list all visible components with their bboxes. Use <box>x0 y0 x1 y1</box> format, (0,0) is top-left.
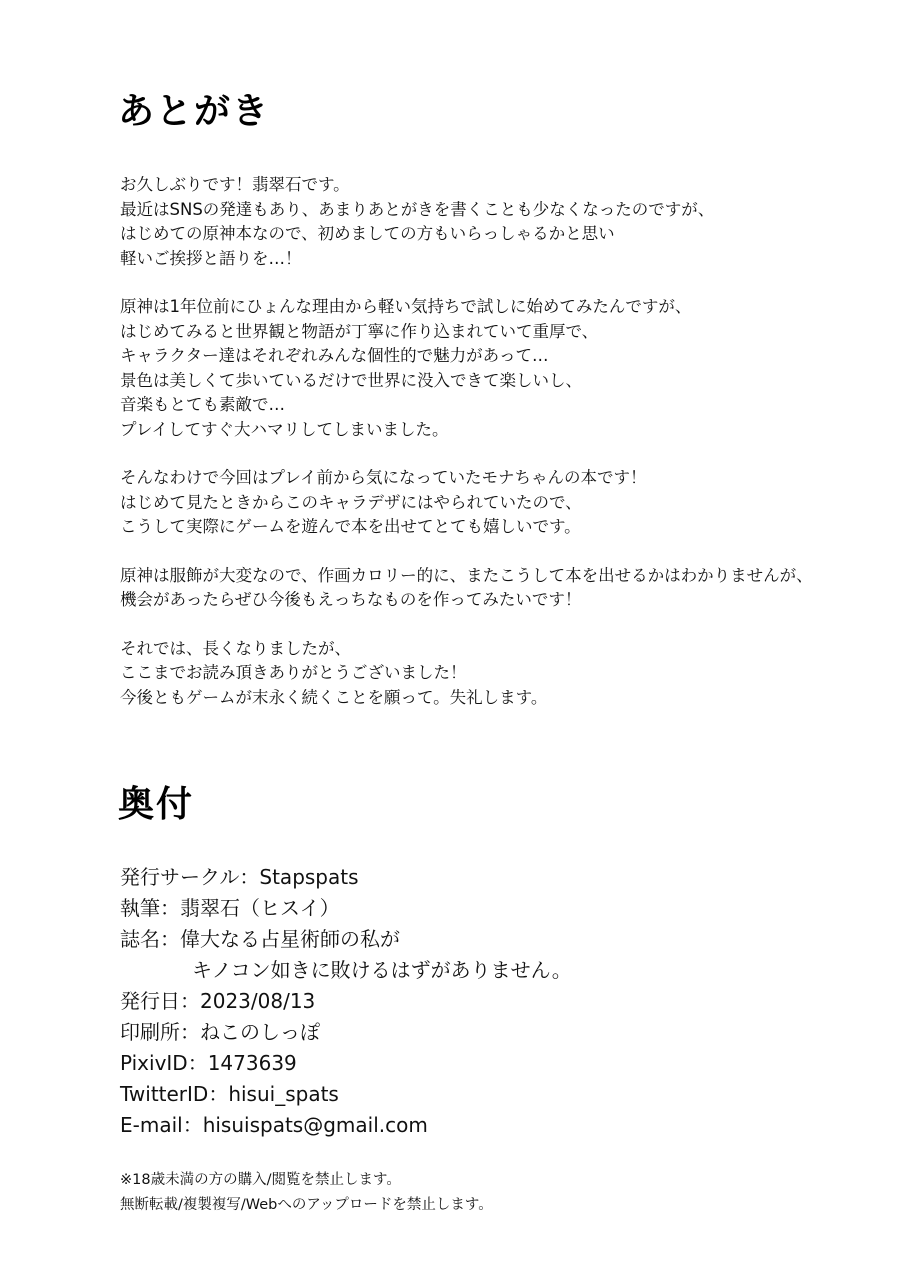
afterword-line: 機会があったらぜひ今後もえっちなものを作ってみたいです！ <box>120 590 582 609</box>
afterword-title: あとがき <box>118 91 271 132</box>
afterword-line: ここまでお読み頂きありがとうございました！ <box>120 663 467 682</box>
colophon-date: 発行日：2023/08/13 <box>120 989 316 1013</box>
colophon-list <box>120 862 880 1141</box>
colophon-book-title: 誌名：偉大なる占星術師の私が <box>120 927 400 951</box>
afterword-paragraph <box>120 173 890 271</box>
afterword-line: 原神は1年位前にひょんな理由から軽い気持ちで試しに始めてみたんですが、 <box>120 297 692 316</box>
afterword-line: 今後ともゲームが末永く続くことを願って。失礼します。 <box>120 687 548 707</box>
afterword-line: はじめて見たときからこのキャラデザにはやられていたので、 <box>120 492 582 512</box>
colophon-author: 執筆：翡翠石（ヒスイ） <box>120 896 340 920</box>
afterword-line: お久しぶりです！翡翠石です。 <box>120 175 350 194</box>
colophon-twitter-id: TwitterID：hisui_spats <box>120 1082 339 1106</box>
colophon-book-title-line2: キノコン如きに敗けるはずがありません。 <box>192 958 572 982</box>
afterword-line: こうして実際にゲームを遊んで本を出せてとても嬉しいです。 <box>120 517 581 536</box>
afterword-line: はじめてみると世界観と物語が丁寧に作り込まれていて重厚で、 <box>120 321 599 341</box>
colophon-printer: 印刷所：ねこのしっぽ <box>120 1020 320 1044</box>
afterword-line: はじめての原神本なので、初めましての方もいらっしゃるかと思い <box>120 224 615 243</box>
colophon-title: 奥付 <box>118 784 195 825</box>
afterword-line: 音楽もとても素敵で… <box>120 395 285 414</box>
afterword-line: 景色は美しくて歩いているだけで世界に没入できて楽しいし、 <box>120 370 582 390</box>
afterword-line: キャラクター達はそれぞれみんな個性的で魅力があって… <box>120 346 549 365</box>
afterword-paragraph <box>120 637 890 711</box>
afterword-line: それでは、長くなりましたが、 <box>120 638 351 658</box>
afterword-paragraph <box>120 295 890 442</box>
afterword-line: そんなわけで今回はプレイ前から気になっていたモナちゃんの本です！ <box>120 468 647 487</box>
colophon-circle: 発行サークル：Stapspats <box>120 865 359 889</box>
afterword-paragraph <box>120 564 890 613</box>
afterword-line: プレイしてすぐ大ハマリしてしまいました。 <box>120 419 449 439</box>
colophon-book-title-continued <box>120 955 880 986</box>
afterword-paragraph <box>120 466 890 540</box>
afterword-line: 原神は服飾が大変なので、作画カロリー的に、またこうして本を出せるかはわかりませんが、 <box>120 565 813 585</box>
colophon-pixiv-id: PixivID：1473639 <box>120 1051 297 1075</box>
afterword-body <box>120 173 890 734</box>
afterword-line: 最近はSNSの発達もあり、あまりあとがきを書くことも少なくなったのですが、 <box>120 199 715 219</box>
reproduction-note: 無断転載/複製複写/Webへのアップロードを禁止します。 <box>120 1197 493 1213</box>
age-restriction-note: ※18歳未満の方の購入/閲覧を禁止します。 <box>120 1172 401 1188</box>
colophon-email: E-mail：hisuispats@gmail.com <box>120 1113 428 1137</box>
legal-notes <box>120 1168 880 1218</box>
afterword-line: 軽いご挨拶と語りを…！ <box>120 248 302 268</box>
